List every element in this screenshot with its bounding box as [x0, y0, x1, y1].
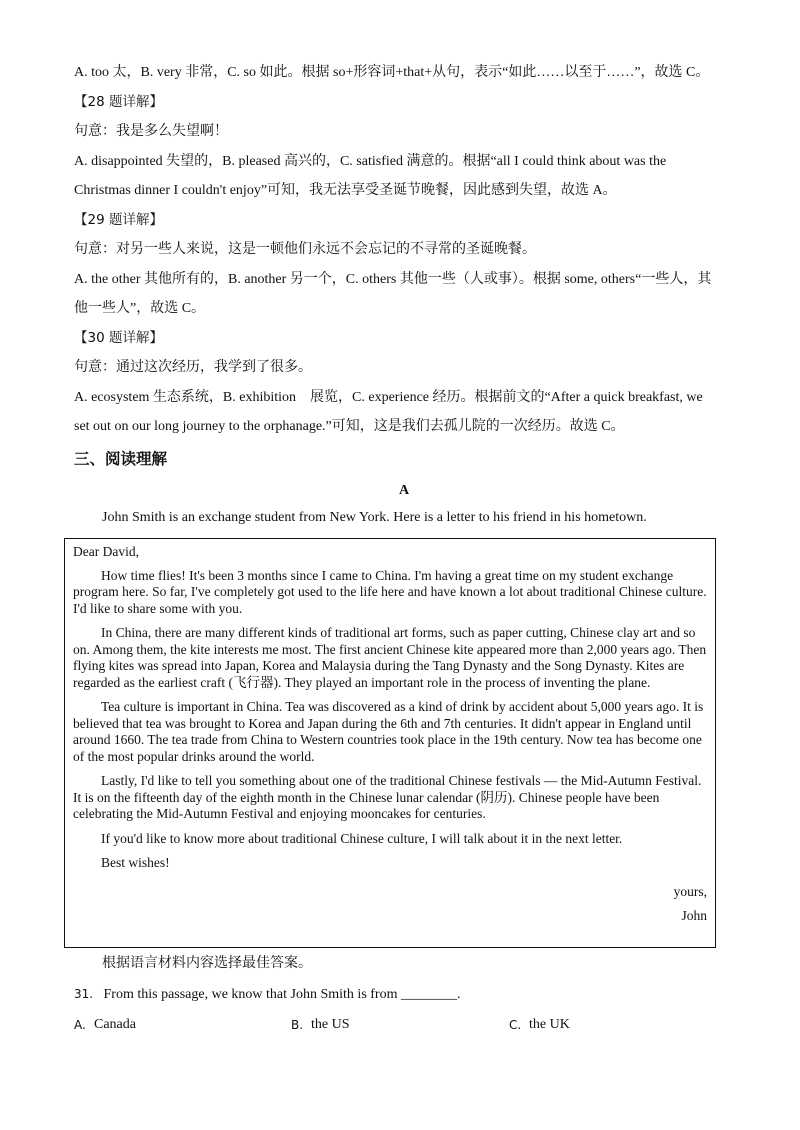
letter-paragraph: How time flies! It's been 3 months since I came to China. I'm having a great time on my student exchange program here. So far, I've completely got used to the life here and have known a lot about traditional Chinese culture. I'd like to share some with you.	[73, 567, 707, 616]
explanations-section	[74, 58, 734, 532]
passage-intro: John Smith is an exchange student from New York. Here is a letter to his friend in his hometown.	[102, 509, 647, 525]
letter-paragraph: In China, there are many different kinds of traditional art forms, such as paper cutting, Chinese clay art and so on. Among them, the kite interests me most. The first ancient Chinese kite appeared more than 2,000 years ago. Then flying kites was spread into Japan, Korea and Malaysia during the Tang Dynasty and the Song Dynasty. Kites are regarded as the earliest craft (飞行器). They played an important role in the process of inventing the plane.	[73, 625, 707, 690]
section-title: 三、阅读理解	[74, 449, 168, 468]
option-b[interactable]	[291, 1011, 509, 1039]
explanation-line: 句意：我是多么失望啊！	[74, 124, 228, 139]
letter-signature: John	[681, 907, 707, 923]
question-section	[74, 950, 734, 1039]
passage-label: A	[398, 482, 410, 498]
letter-paragraph: If you'd like to know more about traditional Chinese culture, I will talk about it in the next letter.	[101, 830, 623, 846]
letter-salutation: Dear David,	[73, 544, 139, 559]
letter-box	[64, 538, 716, 948]
explanation-line: A. disappointed 失望的，B. pleased 高兴的，C. satisfied 满意的。根据“all I could think about was the	[74, 153, 667, 169]
option-letter: A.	[74, 1018, 86, 1032]
letter-paragraph: Tea culture is important in China. Tea was discovered as a kind of drink by accident about 5,000 years ago. It is believed that tea was brought to Korea and Japan during the 6th and 7th centuries. It didn't appear in England until around 1660. The tea trade from China to Western countries took place in the 19th century. Now tea has become one of the most popular drinks around the world.	[73, 699, 704, 764]
explanation-line: set out on our long journey to the orphanage.”可知，这是我们去孤儿院的一次经历。故选 C。	[74, 419, 625, 434]
letter-closing: yours,	[673, 883, 707, 899]
question-stem: From this passage, we know that John Smith is from ________.	[103, 987, 461, 1002]
option-letter: C.	[509, 1018, 522, 1032]
explanation-line: 句意：对另一些人来说，这是一顿他们永远不会忘记的不寻常的圣诞晚餐。	[74, 242, 536, 257]
option-c[interactable]	[509, 1011, 570, 1039]
letter-paragraph: Best wishes!	[101, 855, 170, 870]
explanation-line: 句意：通过这次经历，我学到了很多。	[74, 360, 312, 375]
letter-paragraph: Lastly, I'd like to tell you something about one of the traditional Chinese festivals — the Mid-Autumn Festival. It is on the fifteenth day of the eighth month in the Chinese lunar calendar (阴历). Chinese people have been celebrating the Mid-Autumn Festival and enjoying mooncakes for centuries.	[73, 773, 702, 821]
question-28-heading: 【28 题详解】	[74, 93, 163, 110]
instruction: 根据语言材料内容选择最佳答案。	[102, 956, 312, 971]
explanation-line: A. ecosystem 生态系统，B. exhibition 展览，C. experience 经历。根据前文的“After a quick breakfast, we	[74, 389, 703, 405]
explanation-line: Christmas dinner I couldn't enjoy”可知，我无法享受圣诞节晚餐，因此感到失望，故选 A。	[74, 183, 617, 198]
answer-options	[74, 1011, 734, 1039]
question-number: 31.	[74, 987, 94, 1001]
option-text: the US	[311, 1017, 350, 1032]
explanation-line: 他一些人”，故选 C。	[74, 301, 206, 316]
question-31	[74, 980, 734, 1009]
option-a[interactable]	[74, 1011, 291, 1039]
explanation-line: A. the other 其他所有的，B. another 另一个，C. others 其他一些（人或事）。根据 some, others“一些人，其	[74, 271, 712, 287]
option-text: the UK	[529, 1017, 570, 1032]
explanation-line: A. too 太，B. very 非常，C. so 如此。根据 so+形容词+that+从句，表示“如此……以至于……”，故选 C。	[74, 65, 710, 80]
question-29-heading: 【29 题详解】	[74, 211, 163, 228]
question-30-heading: 【30 题详解】	[74, 329, 163, 346]
option-text: Canada	[94, 1017, 136, 1032]
option-letter: B.	[291, 1018, 304, 1032]
